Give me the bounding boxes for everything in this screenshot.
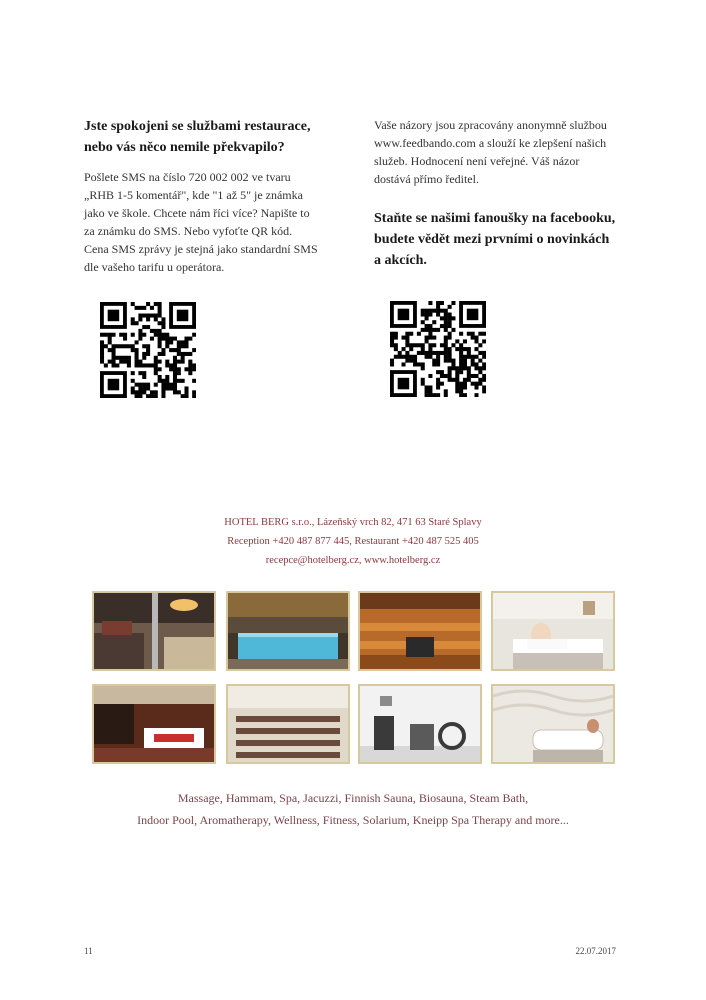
qr-pattern (100, 302, 196, 398)
facebook-qr-code[interactable] (390, 301, 486, 397)
restaurant-photo (92, 684, 216, 764)
sms-instructions (84, 168, 334, 276)
page-date: 22.07.2017 (575, 946, 616, 956)
text-line: služeb. Hodnocení není veřejné. Váš názor (374, 154, 580, 168)
text-line: dostává přímo ředitel. (374, 172, 479, 186)
lobby-photo (92, 591, 216, 671)
feedback-info-section (374, 116, 624, 281)
text-line: dle vašeho tarifu u operátora. (84, 260, 225, 274)
kneipp-bath-photo (491, 684, 615, 764)
sms-feedback-section (84, 116, 334, 290)
heading-line: a akcích. (374, 253, 427, 268)
heading-line: Jste spokojeni se službami restaurace, (84, 119, 311, 134)
hotel-email-web: recepce@hotelberg.cz, www.hotelberg.cz (265, 555, 441, 566)
conference-hall-photo (226, 684, 350, 764)
heading-line: Staňte se našimi fanoušky na facebooku, (374, 211, 616, 226)
facebook-heading (374, 208, 624, 271)
text-line: „RHB 1-5 komentář", kde "1 až 5" je známka (84, 188, 303, 202)
sms-qr-code[interactable] (100, 302, 196, 398)
text-line: Pošlete SMS na číslo 720 002 002 ve tvaru (84, 170, 291, 184)
anonymity-note (374, 116, 624, 188)
hotel-phones: Reception +420 487 877 445, Restaurant +420 487 525 405 (227, 536, 479, 547)
spa-treatment-photo (491, 591, 615, 671)
indoor-pool-photo (226, 591, 350, 671)
hotel-address: HOTEL BERG s.r.o., Lázeňský vrch 82, 471 63 Staré Splavy (224, 517, 482, 528)
sms-feedback-heading (84, 116, 334, 158)
heading-line: budete vědět mezi prvními o novinkách (374, 232, 610, 247)
page-number: 11 (84, 946, 93, 956)
finnish-sauna-photo (358, 591, 482, 671)
heading-line: nebo vás něco nemile překvapilo? (84, 140, 285, 155)
services-list: Massage, Hammam, Spa, Jacuzzi, Finnish Sauna, Biosauna, Steam Bath, (177, 791, 529, 805)
text-line: Cena SMS zprávy je stejná jako standardní SMS (84, 242, 318, 256)
text-line: za známku do SMS. Nebo vyfoťte QR kód. (84, 224, 293, 238)
services-list: Indoor Pool, Aromatherapy, Wellness, Fitness, Solarium, Kneipp Spa Therapy and more... (137, 813, 569, 827)
fitness-photo (358, 684, 482, 764)
text-line: jako ve škole. Chcete nám říci více? Napište to (84, 206, 310, 220)
text-line: www.feedbando.com a slouží ke zlepšení našich (374, 136, 607, 150)
qr-pattern (390, 301, 486, 397)
text-line: Vaše názory jsou zpracovány anonymně službou (374, 118, 607, 132)
